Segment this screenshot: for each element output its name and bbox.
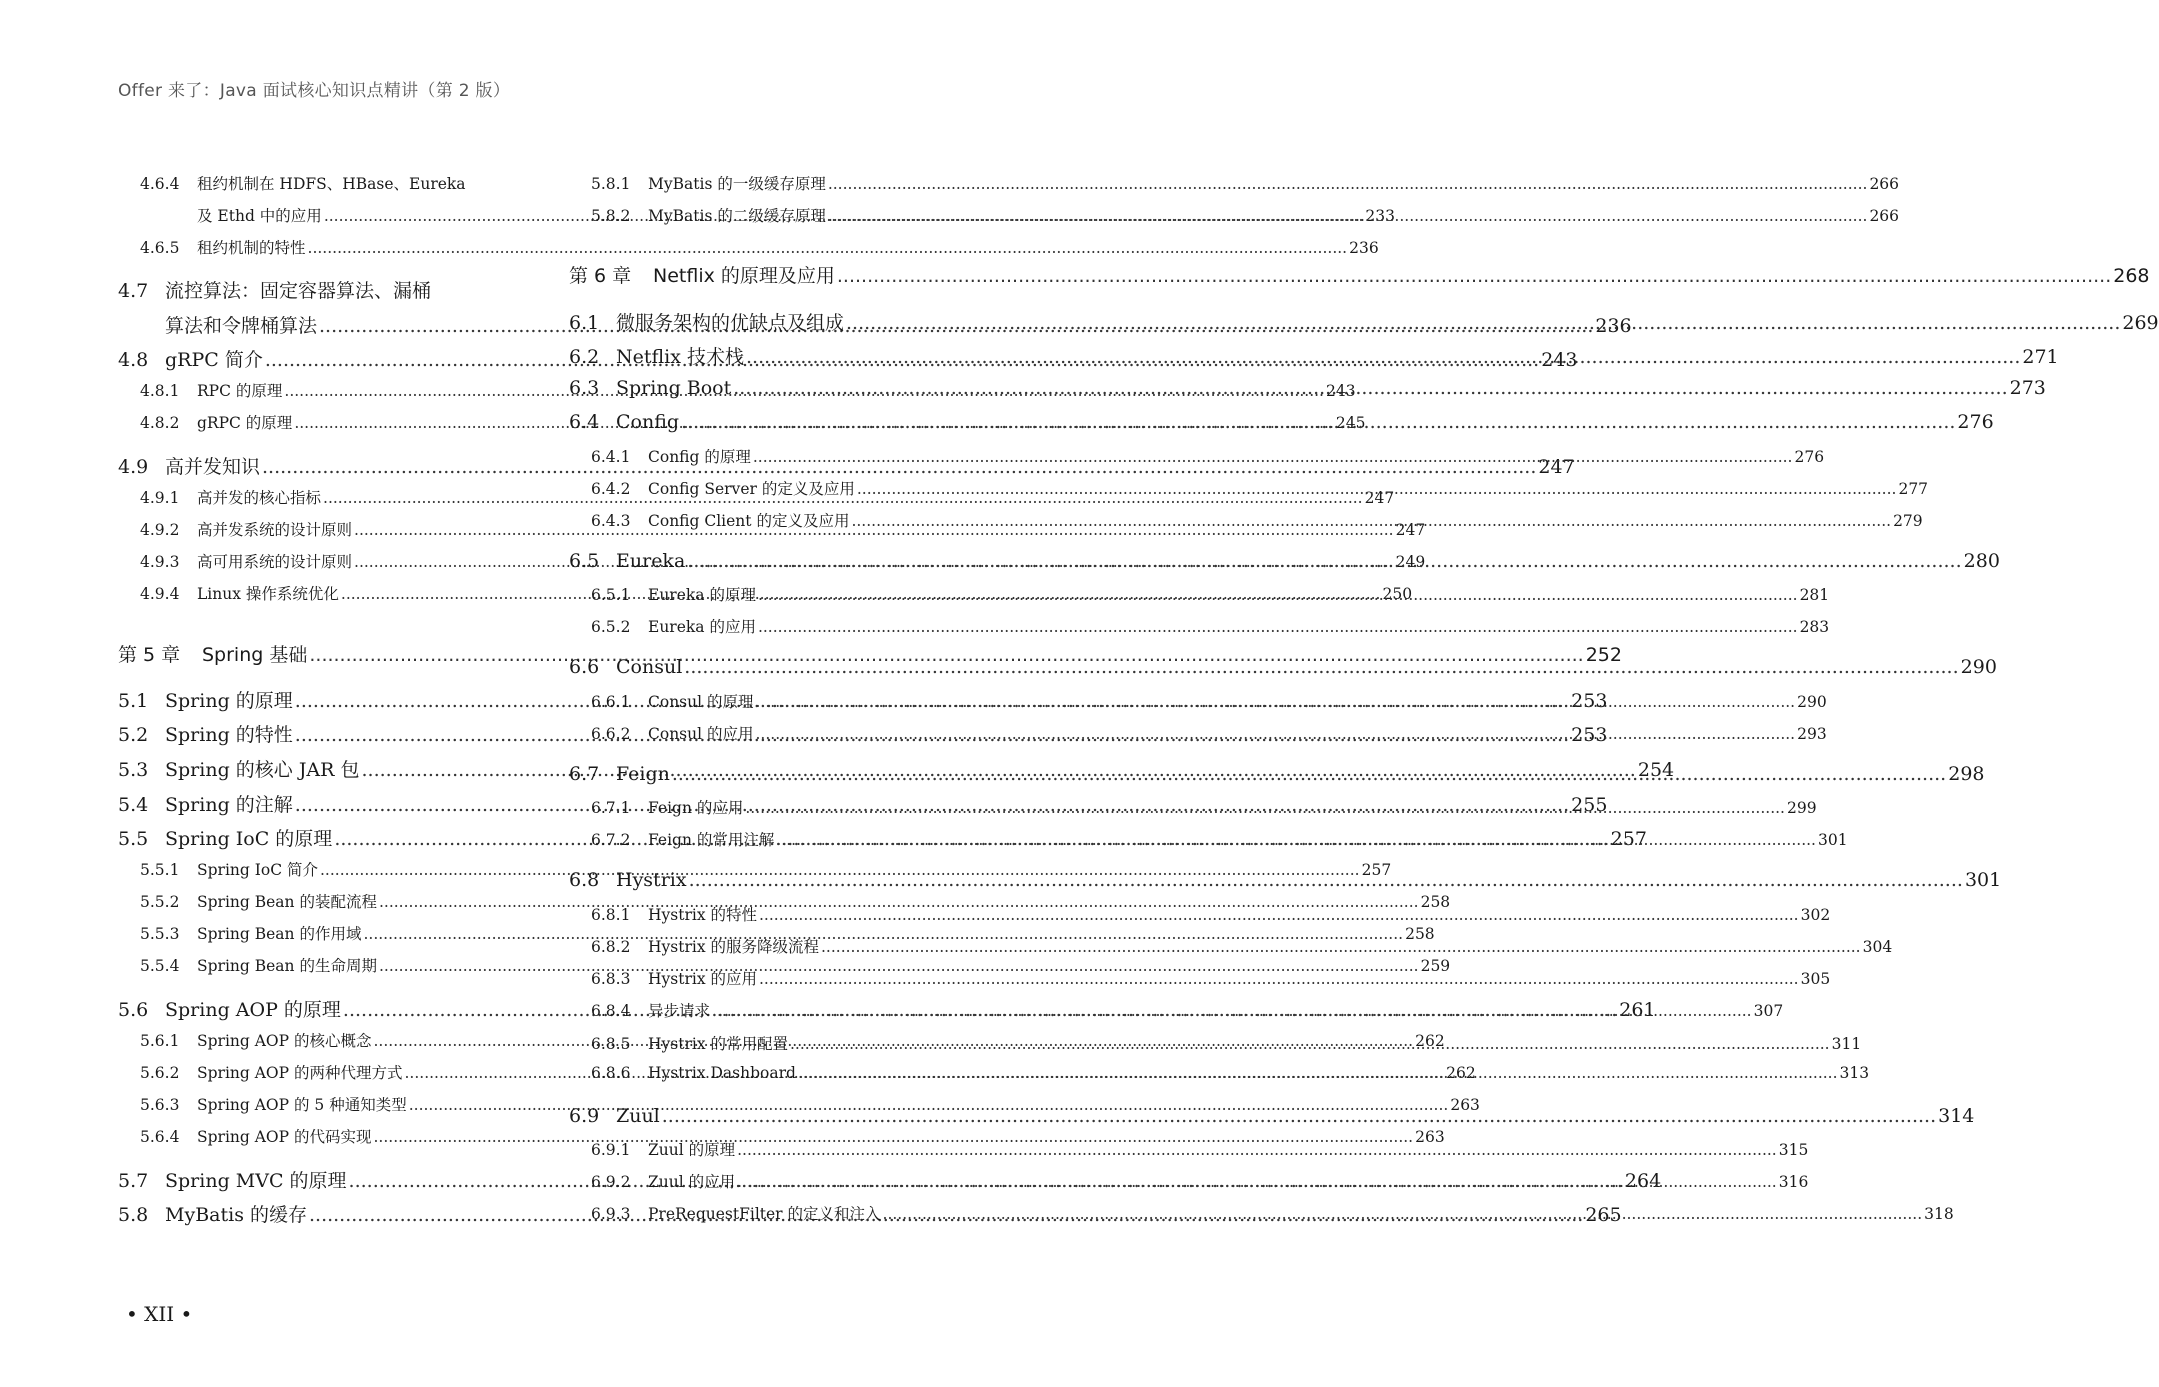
toc-entry-title: Spring Boot <box>616 377 732 399</box>
toc-entry-number: 6.6.1 <box>591 693 631 711</box>
toc-entry-title: 及 Ethd 中的应用 <box>197 207 322 225</box>
dot-leader <box>687 550 1961 572</box>
toc-entry-title: Spring AOP 的核心概念 <box>197 1032 372 1050</box>
toc-entry-number: 6.8.3 <box>591 970 631 988</box>
toc-entry-page: 263 <box>1450 1096 1480 1114</box>
toc-entry-title: Hystrix 的常用配置 <box>648 1035 788 1053</box>
toc-entry-page: 243 <box>1326 382 1356 400</box>
toc-entry <box>569 967 1831 989</box>
toc-entry-page: 314 <box>1938 1105 1975 1127</box>
toc-entry-number: 6.8 <box>569 869 600 891</box>
toc-entry-page: 269 <box>2122 312 2159 334</box>
toc-entry-title: Eureka 的应用 <box>648 618 756 636</box>
toc-entry-number: 5.1 <box>118 690 149 712</box>
toc-entry-title: 算法和令牌桶算法 <box>165 315 318 337</box>
toc-entry-title: Linux 操作系统优化 <box>197 585 339 603</box>
toc-entry-page: 301 <box>1964 869 2002 891</box>
toc-entry <box>569 615 1830 637</box>
toc-entry-page: 301 <box>1817 831 1848 849</box>
toc-entry-number: 6.5.1 <box>591 586 631 604</box>
dot-leader <box>828 175 1868 193</box>
toc-entry-title: Spring 的注解 <box>165 794 293 816</box>
toc-entry-number: 6.7.1 <box>591 799 631 817</box>
dot-leader <box>851 512 1891 530</box>
dot-leader <box>681 411 1955 433</box>
toc-entry-number: 6.2 <box>569 346 600 368</box>
dot-leader <box>759 906 1799 924</box>
toc-entry-page: 265 <box>1585 1204 1622 1226</box>
toc-entry-page: 280 <box>1963 550 2000 572</box>
toc-entry-title: 租约机制的特性 <box>197 239 306 257</box>
toc-entry-page: 268 <box>2113 265 2150 287</box>
dot-leader <box>753 448 1793 466</box>
toc-entry <box>569 656 1997 678</box>
toc-entry-title: Zuul <box>616 1105 660 1127</box>
toc-entry-page: 259 <box>1420 957 1451 975</box>
toc-entry-page: 276 <box>1957 411 1994 433</box>
toc-entry-page: 290 <box>1960 656 1997 678</box>
dot-leader <box>712 1002 1752 1020</box>
toc-entry-number: 5.6.1 <box>140 1032 180 1050</box>
toc-entry-title: Zuul 的原理 <box>648 1141 736 1159</box>
toc-entry-number: 6.9.2 <box>591 1173 631 1191</box>
toc-entry-page: 276 <box>1794 448 1825 466</box>
toc-entry-title: Spring IoC 的原理 <box>165 828 333 850</box>
toc-entry-number: 4.9.2 <box>140 521 180 539</box>
toc-entry-title: PreRequestFilter 的定义和注入 <box>648 1205 881 1223</box>
dot-leader <box>759 970 1799 988</box>
toc-entry-title: Spring AOP 的代码实现 <box>197 1128 372 1146</box>
toc-entry-title: 流控算法：固定容器算法、漏桶 <box>165 280 432 302</box>
toc-entry-page: 247 <box>1364 489 1395 507</box>
toc-entry-page: 247 <box>1538 456 1575 478</box>
toc-entry <box>569 935 1893 957</box>
toc-entry-title: Netflix 技术栈 <box>616 346 745 368</box>
toc-entry-number: 6.4 <box>569 411 600 433</box>
toc-entry-number: 6.8.2 <box>591 938 631 956</box>
toc-entry-title: MyBatis 的一级缓存原理 <box>648 175 826 193</box>
toc-entry-page: 258 <box>1420 893 1451 911</box>
toc-entry-title: Consul <box>616 656 683 678</box>
toc-entry-number: 4.9.3 <box>140 553 180 571</box>
toc-entry-title: Config 的原理 <box>648 448 751 466</box>
toc-entry-page: 313 <box>1839 1064 1870 1082</box>
dot-leader <box>790 1035 1830 1053</box>
toc-entry-number: 4.6.5 <box>140 239 180 257</box>
toc-entry-title: gRPC 简介 <box>165 349 263 371</box>
toc-entry-page: 264 <box>1624 1170 1662 1192</box>
toc-entry-number: 5.5 <box>118 828 149 850</box>
toc-entry-number: 5.8 <box>118 1204 149 1226</box>
toc-entry-number: 6.9.3 <box>591 1205 631 1223</box>
dot-leader <box>846 312 2120 334</box>
dot-leader <box>684 656 1958 678</box>
toc-entry-page: 262 <box>1446 1064 1476 1082</box>
toc-entry-number: 5.2 <box>118 724 149 746</box>
toc-entry-number: 4.8.1 <box>140 382 180 400</box>
toc-entry-title: Hystrix Dashboard <box>648 1064 796 1082</box>
toc-entry-title: Hystrix 的服务降级流程 <box>648 938 819 956</box>
toc-entry-number: 5.5.4 <box>140 957 180 975</box>
toc-entry-number: 6.4.2 <box>591 480 631 498</box>
dot-leader <box>837 265 2111 287</box>
toc-entry <box>569 1138 1809 1160</box>
toc-entry-title: 高可用系统的设计原则 <box>197 553 353 571</box>
toc-entry-number: 5.6.3 <box>140 1096 180 1114</box>
dot-leader <box>756 693 1796 711</box>
toc-entry <box>118 276 522 303</box>
toc-entry-number: 5.3 <box>118 759 149 781</box>
toc-entry-number: 4.8.2 <box>140 414 180 432</box>
page-number: • XII • <box>126 1302 193 1326</box>
toc-entry-number: 6.8.5 <box>591 1035 631 1053</box>
toc-entry-page: 283 <box>1799 618 1830 636</box>
toc-entry-title: Hystrix 的特性 <box>648 906 757 924</box>
toc-entry-page: 261 <box>1619 999 1656 1021</box>
toc-entry-number: 第 6 章 <box>569 265 632 287</box>
dot-leader <box>828 207 1868 225</box>
dot-leader <box>672 763 1946 785</box>
toc-entry-page: 263 <box>1415 1128 1445 1146</box>
dot-leader <box>308 239 1348 257</box>
dot-leader <box>821 938 1861 956</box>
dot-leader <box>737 1141 1777 1159</box>
toc-entry-title: 微服务架构的优缺点及组成 <box>616 312 845 334</box>
dot-leader <box>776 831 1816 849</box>
toc-entry-number: 5.4 <box>118 794 149 816</box>
toc-entry-page: 311 <box>1831 1035 1862 1053</box>
toc-entry-number: 4.9.1 <box>140 489 180 507</box>
toc-entry-number: 5.5.2 <box>140 893 180 911</box>
dot-leader <box>857 480 1897 498</box>
toc-entry-number: 6.6.2 <box>591 725 631 743</box>
dot-leader <box>798 1064 1838 1082</box>
dot-leader <box>883 1205 1923 1223</box>
toc-entry-page: 236 <box>1349 239 1379 257</box>
toc-entry-page: 318 <box>1924 1205 1954 1223</box>
toc-entry-page: 304 <box>1862 938 1893 956</box>
toc-entry-title: Zuul 的应用 <box>648 1173 736 1191</box>
toc-entry-page: 271 <box>2022 346 2059 368</box>
toc-entry-page: 253 <box>1571 690 1608 712</box>
dot-leader <box>689 869 1963 891</box>
toc-entry-title: gRPC 的原理 <box>197 414 293 432</box>
dot-leader <box>758 586 1798 604</box>
toc-entry-page: 273 <box>2009 377 2046 399</box>
toc-entry-title: MyBatis 的二级缓存原理 <box>648 207 826 225</box>
toc-entry-page: 247 <box>1395 521 1426 539</box>
toc-entry <box>118 1125 1445 1147</box>
toc-entry-title: Feign 的应用 <box>648 799 744 817</box>
dot-leader <box>746 346 2020 368</box>
toc-entry-number: 6.7 <box>569 763 600 785</box>
toc-entry-title: Feign 的常用注解 <box>648 831 775 849</box>
toc-entry <box>118 890 1451 912</box>
toc-entry-number: 5.6 <box>118 999 149 1021</box>
toc-entry-title: Netflix 的原理及应用 <box>653 265 835 287</box>
toc-entry-page: 253 <box>1571 724 1608 746</box>
toc-entry-page: 316 <box>1778 1173 1809 1191</box>
toc-entry-page: 245 <box>1335 414 1366 432</box>
toc-entry-title: Spring AOP 的 5 种通知类型 <box>197 1096 407 1114</box>
toc-entry-page: 279 <box>1893 512 1923 530</box>
toc-entry-title: Config Client 的定义及应用 <box>648 512 850 530</box>
toc-entry-number: 5.8.1 <box>591 175 631 193</box>
toc-entry-title: 异步请求 <box>648 1002 711 1020</box>
toc-chapter-entry <box>569 261 2150 288</box>
toc-entry-page: 243 <box>1541 349 1578 371</box>
toc-entry-title: Spring AOP 的原理 <box>165 999 341 1021</box>
toc-entry-page: 236 <box>1595 315 1632 337</box>
toc-entry-title: Spring 的核心 JAR 包 <box>165 759 360 781</box>
toc-entry-page: 233 <box>1365 207 1396 225</box>
toc-entry-title: Eureka 的原理 <box>648 586 756 604</box>
toc-entry-number: 4.7 <box>118 280 149 302</box>
toc-entry-number: 第 5 章 <box>118 644 181 666</box>
toc-entry-title: Config <box>616 411 680 433</box>
toc-entry-number: 5.6.2 <box>140 1064 180 1082</box>
toc-entry-number: 5.8.2 <box>591 207 631 225</box>
dot-leader <box>733 377 2007 399</box>
toc-entry-title: 高并发知识 <box>165 456 261 478</box>
toc-entry-page: 315 <box>1778 1141 1809 1159</box>
toc-entry-title: 高并发的核心指标 <box>197 489 322 507</box>
toc-entry-title: Eureka <box>616 550 686 572</box>
toc-entry-title: Spring IoC 简介 <box>197 861 318 879</box>
toc-entry-page: 293 <box>1797 725 1827 743</box>
toc-entry-title: Spring Bean 的装配流程 <box>197 893 377 911</box>
toc-entry-page: 262 <box>1415 1032 1445 1050</box>
toc-entry <box>118 954 1451 976</box>
toc-entry-page: 298 <box>1948 763 1985 785</box>
toc-entry-number: 6.9.1 <box>591 1141 631 1159</box>
toc-entry-title: Spring Bean 的作用域 <box>197 925 362 943</box>
toc-entry-page: 290 <box>1797 693 1827 711</box>
toc-entry-title: 高并发系统的设计原则 <box>197 521 353 539</box>
toc-entry-number: 4.8 <box>118 349 149 371</box>
toc-entry-title: Config Server 的定义及应用 <box>648 480 855 498</box>
toc-entry-number: 6.8.1 <box>591 906 631 924</box>
toc-entry-page: 266 <box>1869 175 1900 193</box>
toc-entry-page: 254 <box>1637 759 1675 781</box>
toc-entry-number: 4.6.4 <box>140 175 180 193</box>
toc-entry-page: 302 <box>1800 906 1831 924</box>
toc-entry-page: 277 <box>1898 480 1929 498</box>
toc-entry-page: 255 <box>1571 794 1608 816</box>
toc-entry <box>569 172 1900 194</box>
toc-entry-page: 257 <box>1361 861 1392 879</box>
dot-leader <box>745 799 1785 817</box>
toc-entry-title: Hystrix 的应用 <box>648 970 757 988</box>
toc-entry <box>118 236 1379 258</box>
toc-entry-number: 6.3 <box>569 377 600 399</box>
toc-entry-number: 5.5.1 <box>140 861 180 879</box>
toc-entry <box>118 172 522 194</box>
toc-entry-page: 266 <box>1869 207 1900 225</box>
toc-entry-page: 252 <box>1585 644 1622 666</box>
toc-entry-page: 299 <box>1786 799 1817 817</box>
toc-entry-number: 6.7.2 <box>591 831 631 849</box>
toc-entry-title: Hystrix <box>616 869 687 891</box>
toc-entry-number: 6.8.4 <box>591 1002 631 1020</box>
toc-entry-number: 4.9.4 <box>140 585 180 603</box>
toc-entry-number: 6.8.6 <box>591 1064 631 1082</box>
toc-entry-page: 281 <box>1799 586 1830 604</box>
dot-leader <box>756 725 1796 743</box>
toc-entry-title: 租约机制在 HDFS、HBase、Eureka <box>197 175 466 193</box>
toc-entry-number: 5.7 <box>118 1170 149 1192</box>
toc-entry-page: 250 <box>1382 585 1413 603</box>
toc-entry-title: Spring MVC 的原理 <box>165 1170 347 1192</box>
toc-entry-title: Spring AOP 的两种代理方式 <box>197 1064 403 1082</box>
toc-entry-number: 4.9 <box>118 456 149 478</box>
toc-entry <box>118 1093 1480 1115</box>
toc-entry-title: Consul 的应用 <box>648 725 754 743</box>
toc-entry-number: 6.5 <box>569 550 600 572</box>
toc-entry-page: 257 <box>1610 828 1647 850</box>
toc-entry-title: MyBatis 的缓存 <box>165 1204 307 1226</box>
toc-entry-title: Spring 的原理 <box>165 690 293 712</box>
toc-entry-number: 6.1 <box>569 312 600 334</box>
toc-entry-number: 6.9 <box>569 1105 600 1127</box>
toc-entry-number: 5.5.3 <box>140 925 180 943</box>
toc-entry-number: 5.6.4 <box>140 1128 180 1146</box>
toc-entry-title: Spring Bean 的生命周期 <box>197 957 377 975</box>
toc-entry-page: 305 <box>1800 970 1831 988</box>
toc-entry <box>569 903 1831 925</box>
toc-entry-page: 258 <box>1405 925 1435 943</box>
dot-leader <box>737 1173 1777 1191</box>
running-header: Offer 来了：Java 面试核心知识点精讲（第 2 版） <box>118 81 511 101</box>
toc-entry-page: 249 <box>1395 553 1426 571</box>
toc-entry-title: Spring 的特性 <box>165 724 293 746</box>
toc-entry <box>118 922 1435 944</box>
dot-leader <box>758 618 1798 636</box>
toc-entry-title: Consul 的原理 <box>648 693 754 711</box>
toc-entry-title: RPC 的原理 <box>197 382 283 400</box>
dot-leader <box>662 1105 1936 1127</box>
toc-entry-number: 6.4.1 <box>591 448 631 466</box>
toc-entry-number: 6.5.2 <box>591 618 631 636</box>
toc-entry-number: 6.6 <box>569 656 600 678</box>
toc-entry-page: 307 <box>1753 1002 1784 1020</box>
toc-entry-number: 6.4.3 <box>591 512 631 530</box>
toc-entry-title: Feign <box>616 763 670 785</box>
toc-entry-title: Spring 基础 <box>202 644 308 666</box>
